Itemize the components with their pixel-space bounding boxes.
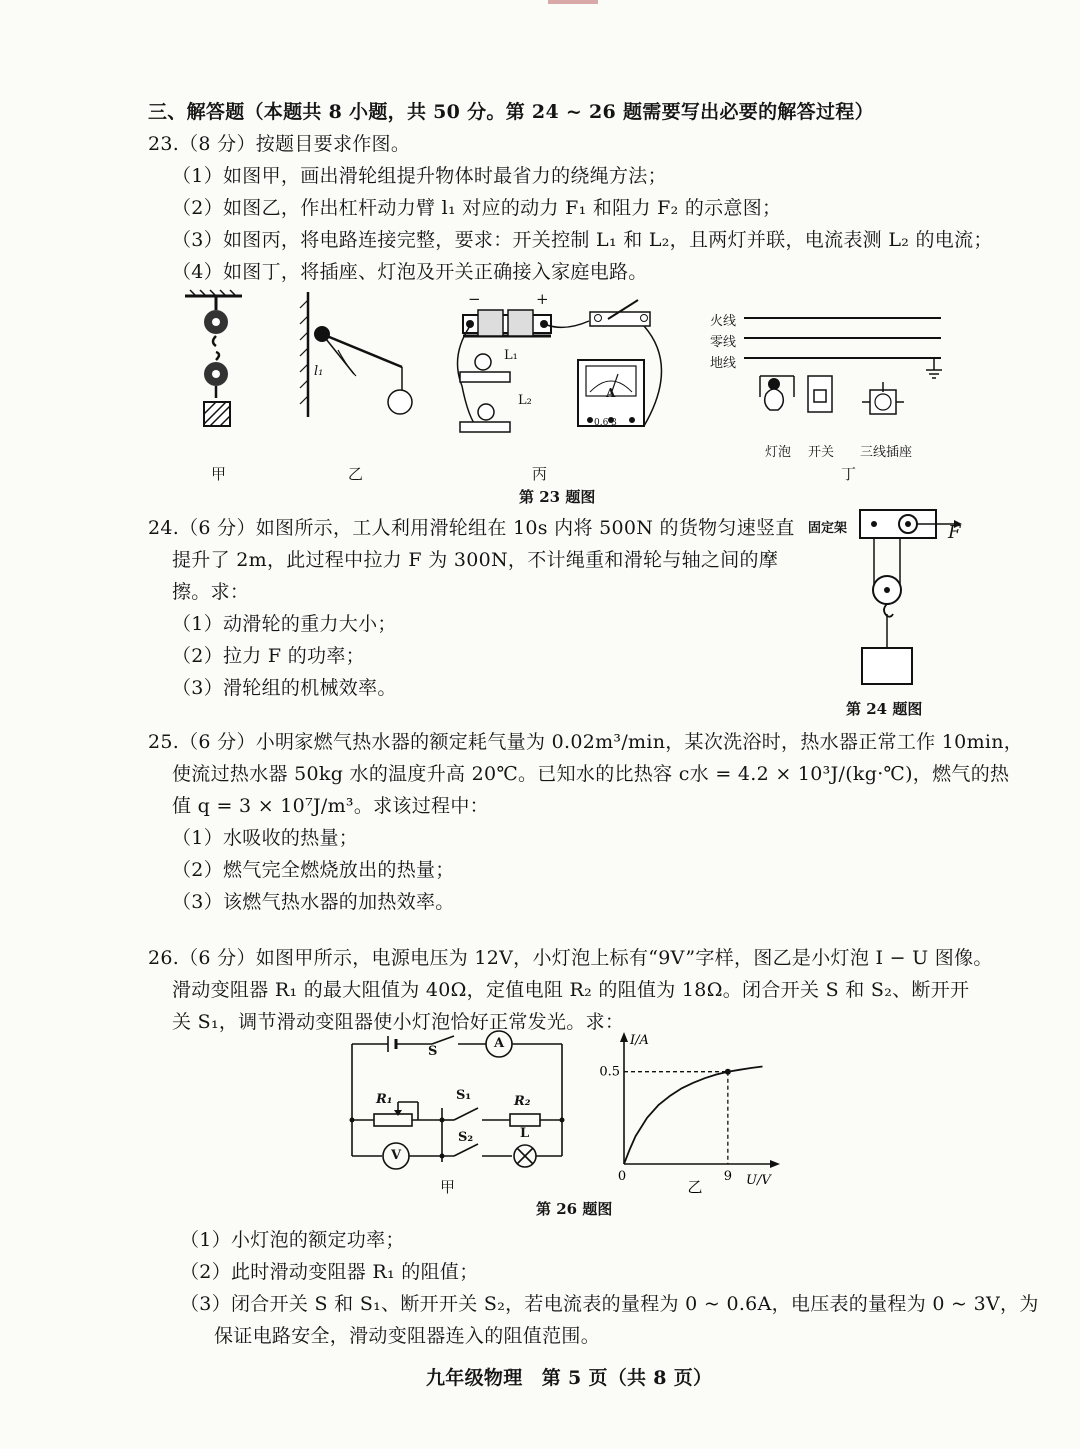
fig23-ding-wiring xyxy=(736,312,956,412)
fig26-yi-iu-chart xyxy=(598,1030,788,1196)
q23-item-1: （1）如图甲，画出滑轮组提升物体时最省力的绕绳方法； xyxy=(172,165,667,187)
fig23-yi-lever xyxy=(298,292,438,422)
fig24-caption: 第 24 题图 xyxy=(846,700,923,718)
ammeter-range: 0.6 3 xyxy=(594,418,617,428)
chart-marked-point xyxy=(725,1069,731,1075)
live-wire-label: 火线 xyxy=(710,314,737,329)
chart-y-arrow xyxy=(620,1032,628,1042)
chart-series-line xyxy=(624,1067,763,1165)
q23-item-2: （2）如图乙，作出杠杆动力臂 l₁ 对应的动力 F₁ 和阻力 F₂ 的示意图； xyxy=(172,197,782,219)
neutral-wire-label: 零线 xyxy=(710,335,737,350)
q26-item-1: （1）小灯泡的额定功率； xyxy=(180,1229,405,1251)
fig23-bing-circuit-parts xyxy=(448,300,673,440)
fig23-yi-label: 乙 xyxy=(348,465,364,483)
chart-y-axis-label: I/A xyxy=(630,1033,649,1048)
q24-line-2: 提升了 2m，此过程中拉力 F 为 300N，不计绳重和滑轮与轴之间的摩 xyxy=(172,549,779,571)
R1-label: R₁ xyxy=(376,1092,393,1107)
q24-item-1: （1）动滑轮的重力大小； xyxy=(172,613,397,635)
q25-line-2: 使流过热水器 50kg 水的温度升高 20℃。已知水的比热容 c水 = 4.2 × 10³J/(kg·℃)，燃气的热 xyxy=(172,763,1010,785)
q25-item-1: （1）水吸收的热量； xyxy=(172,827,359,849)
fig24-force-label: F xyxy=(948,522,961,543)
ammeter-A-label: A xyxy=(494,1036,505,1051)
chart-y-tick-label: 0.5 xyxy=(599,1064,620,1080)
switch-S-label: S xyxy=(428,1044,438,1059)
q24-item-2: （2）拉力 F 的功率； xyxy=(172,645,365,667)
q24-item-3: （3）滑轮组的机械效率。 xyxy=(172,677,397,699)
fig26-jia-label: 甲 xyxy=(440,1178,456,1196)
q26-item-2: （2）此时滑动变阻器 R₁ 的阻值； xyxy=(180,1261,479,1283)
q25-item-2: （2）燃气完全燃烧放出的热量； xyxy=(172,859,455,881)
q26-item-3: （3）闭合开关 S 和 S₁、断开开关 S₂，若电流表的量程为 0 ~ 0.6A，电压表的量程为 0 ~ 3V，为 xyxy=(180,1293,1039,1315)
fig23-bing-label: 丙 xyxy=(532,465,548,483)
switch-label: 开关 xyxy=(808,445,835,460)
fig26-caption: 第 26 题图 xyxy=(536,1200,613,1218)
battery-minus: − xyxy=(468,290,481,308)
socket-label: 三线插座 xyxy=(860,445,913,460)
chart-x-tick-label: 9 xyxy=(723,1169,732,1184)
chart-x-arrow xyxy=(770,1160,780,1168)
q24-line-1: 24.（6 分）如图所示，工人利用滑轮组在 10s 内将 500N 的货物匀速竖直 xyxy=(148,517,795,539)
lamp-L-label: L xyxy=(520,1126,530,1141)
fig23-jia-pulleys xyxy=(180,290,260,440)
top-mark xyxy=(548,0,598,4)
ground-wire-label: 地线 xyxy=(710,356,737,371)
S2-label: S₂ xyxy=(458,1130,474,1145)
chart-origin-label: 0 xyxy=(617,1169,627,1184)
q25-item-3: （3）该燃气热水器的加热效率。 xyxy=(172,891,455,913)
ammeter-label: A xyxy=(606,386,616,400)
S1-label: S₁ xyxy=(456,1088,472,1103)
q26-line-3: 关 S₁，调节滑动变阻器使小灯泡恰好正常发光。求： xyxy=(172,1011,625,1033)
q26-item-3-cont: 保证电路安全，滑动变阻器连入的阻值范围。 xyxy=(214,1325,601,1347)
section-heading: 三、解答题（本题共 8 小题，共 50 分。第 24 ~ 26 题需要写出必要的解答过程） xyxy=(148,101,874,123)
q23-item-3: （3）如图丙，将电路连接完整，要求：开关控制 L₁ 和 L₂，且两灯并联，电流表测 L₂ 的电流； xyxy=(172,229,993,251)
lamp-L1-label: L₁ xyxy=(504,348,518,363)
q26-line-2: 滑动变阻器 R₁ 的最大阻值为 40Ω，定值电阻 R₂ 的阻值为 18Ω。闭合开关 S 和 S₂、断开开 xyxy=(172,979,970,1001)
fig23-ding-label: 丁 xyxy=(841,465,857,483)
R2-label: R₂ xyxy=(514,1094,531,1109)
q26-line-1: 26.（6 分）如图甲所示，电源电压为 12V，小灯泡上标有“9V”字样，图乙是小灯泡 I − U 图像。 xyxy=(148,947,993,969)
voltmeter-V-label: V xyxy=(391,1148,402,1163)
battery-plus: + xyxy=(536,290,549,308)
fig24-fixed-frame-label: 固定架 xyxy=(808,521,848,536)
q23-item-4: （4）如图丁，将插座、灯泡及开关正确接入家庭电路。 xyxy=(172,261,648,283)
bulb-label: 灯泡 xyxy=(765,445,792,460)
fig23-jia-label: 甲 xyxy=(211,465,227,483)
fig23-caption: 第 23 题图 xyxy=(519,488,596,506)
page-footer: 九年级物理 第 5 页（共 8 页） xyxy=(426,1367,713,1389)
chart-x-axis-label: U/V xyxy=(746,1173,771,1188)
q24-line-3: 擦。求： xyxy=(172,581,250,603)
chart-figure-label: 乙 xyxy=(687,1178,703,1196)
lamp-L2-label: L₂ xyxy=(518,393,532,408)
q25-line-1: 25.（6 分）小明家燃气热水器的额定耗气量为 0.02m³/min，某次洗浴时，热水器正常工作 10min， xyxy=(148,731,1024,753)
fig23-yi-arm-label: l₁ xyxy=(314,364,324,379)
q25-line-3: 值 q = 3 × 10⁷J/m³。求该过程中： xyxy=(172,795,489,817)
q23-stem: 23.（8 分）按题目要求作图。 xyxy=(148,133,411,155)
